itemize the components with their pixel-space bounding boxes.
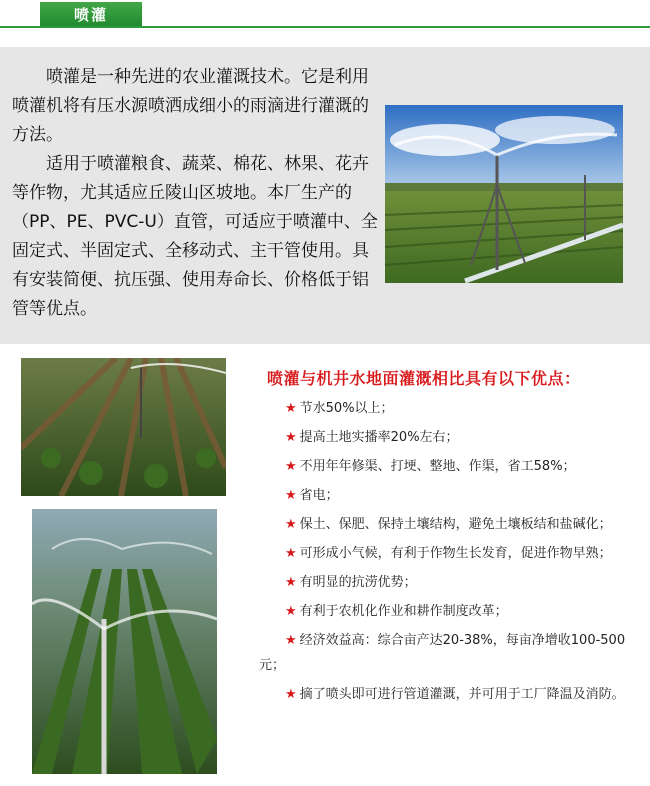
star-icon: ★	[285, 401, 297, 416]
list-item: ★ 经济效益高：综合亩产达20-38%，每亩净增收100-500元；	[259, 633, 626, 673]
advantages-title: 喷灌与机井水地面灌溉相比具有以下优点：	[267, 369, 581, 388]
advantages-list	[259, 396, 629, 711]
star-icon: ★	[285, 488, 297, 503]
star-icon: ★	[285, 517, 297, 532]
crop-rows-photo	[21, 358, 226, 496]
list-item: ★ 有明显的抗涝优势；	[285, 575, 417, 590]
list-item: ★ 省电；	[285, 488, 339, 503]
intro-paragraph-2: 适用于喷灌粮食、蔬菜、棉花、林果、花卉等作物，尤其适应丘陵山区坡地。本厂生产的（PP、PE、PVC-U）直管，可适应于喷灌中、全固定式、半固定式、全移动式、主干管使用。具有安装简便、抗压强、使用寿命长、价格低于铝管等优点。	[12, 154, 378, 319]
sprinkler-rows-photo	[32, 509, 217, 774]
star-icon: ★	[285, 633, 297, 648]
list-item: ★ 可形成小气候，有利于作物生长发育，促进作物早熟；	[285, 546, 612, 561]
list-item: ★ 节水50%以上；	[285, 401, 394, 416]
intro-paragraph-1: 喷灌是一种先进的农业灌溉技术。它是利用喷灌机将有压水源喷洒成细小的雨滴进行灌溉的方法。	[12, 67, 369, 145]
sprinkler-field-photo	[385, 105, 623, 283]
header-divider	[0, 26, 650, 28]
list-item: ★ 不用年年修渠、打埂、整地、作渠，省工58%；	[285, 459, 576, 474]
list-item: ★ 摘了喷头即可进行管道灌溉，并可用于工厂降温及消防。	[285, 687, 625, 702]
star-icon: ★	[285, 687, 297, 702]
star-icon: ★	[285, 459, 297, 474]
list-item: ★ 保土、保肥、保持土壤结构，避免土壤板结和盐碱化；	[285, 517, 612, 532]
list-item: ★ 提高土地实播率20%左右；	[285, 430, 459, 445]
star-icon: ★	[285, 546, 297, 561]
section-tab[interactable]: 喷灌	[40, 2, 142, 27]
star-icon: ★	[285, 575, 297, 590]
list-item: ★ 有利于农机化作业和耕作制度改革；	[285, 604, 508, 619]
intro-text	[12, 63, 384, 324]
header-bar	[0, 0, 650, 28]
star-icon: ★	[285, 604, 297, 619]
star-icon: ★	[285, 430, 297, 445]
